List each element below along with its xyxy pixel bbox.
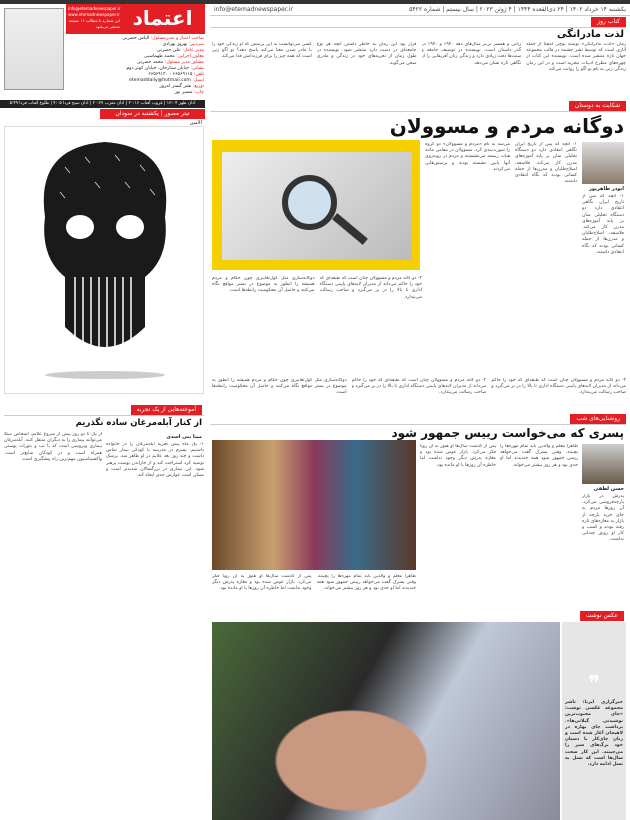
date: یکشنبه ۱۴ خرداد ۱۴۰۲ | ۲۴ ذی‌القعده ۱۴۴۴ | ۴ ژوئن ۲۰۲۳ | سال بیستم | شماره ۵۴۲۲ <box>409 6 626 13</box>
cartoon-image <box>4 126 204 394</box>
book-text <box>212 42 626 98</box>
divider <box>4 415 204 416</box>
divider <box>210 27 626 28</box>
masthead-links <box>66 4 122 34</box>
photo-caption: خبرگزاری ایرنا: ناشر مجموعه عکسی نوشت: «چای محبوب‌ترین نوشیدنی گیلانی‌ها». برداشت چای بهاره در لاهیجان آغاز شده است و زنان چای‌کار با دستان خود برگ‌های سبز را می‌چینند. این کار سخت سال‌ها است که نسل به نسل ادامه دارد. <box>565 700 623 768</box>
boy-text-lower <box>212 574 416 606</box>
text-column: ۲- دو گانه مردم و مسوولان چنان است که طبقه‌ای که خود را حاکم می‌داند از مدیران لایه‌های پایینی دستگاه اداری تا بالا را در بر می‌گیرد و صاحب رسالت می‌پندارد. <box>319 276 422 300</box>
complaint-text-bottom <box>212 378 626 410</box>
section-tag-cartoon: تیتر مصور | یکشنبه در سودان <box>100 109 205 119</box>
email-link[interactable]: info@etemadnewspaper.ir <box>68 6 121 11</box>
boy-title: پسری که می‌خواست رییس جمهور شود <box>391 426 624 440</box>
staff-name: بهروز بهزادی <box>162 42 188 47</box>
text-column: از یک تا دو روز پیش از شروع علایم، اشخاص مبتلا می‌توانند بیماری را به دیگران منتقل کنند. آبله‌مرغان بیماری ویروسی است که با تب و بثورات پوستی همراه است و در کودکان شایع‌تر است. واکسیناسیون مهم‌ترین راه پیشگیری است. <box>4 432 102 462</box>
author-photo <box>582 444 624 484</box>
staff-role: ایمیل: <box>192 78 204 83</box>
staff-role: مشاور مدیر مسئول: <box>164 60 204 65</box>
divider <box>210 111 626 112</box>
section-tag-photo: عکس نوشت <box>580 611 624 621</box>
text-column: زنانی و همسر بی‌بر سال‌های دهه ۱۹۴۰ و ۱۹۷۰ در گذر داستان است. نویسنده در توصیف جامعه و سنت‌ها دقت زیادی دارد و زندگی زنان آفریقایی را از نگاهی تازه نشان می‌دهد. <box>421 42 522 66</box>
complaint-author: ابوذر طاهرپور <box>589 186 624 192</box>
tea-picker-hand-photo <box>212 622 560 820</box>
staff-role: صاحب امتیاز و مدیرمسئول: <box>150 36 204 41</box>
masthead <box>0 4 205 100</box>
text-column: رمان «لذت مادرانگی» نوشته بوچی امچتا از جمله آثاری است که توسط نشر چشمه در قالب مجموعه جهان تازه منتشر شده است. نویسنده این کتاب از چهره‌های مطرح ادبیات نیجریه است و در این رمان زندگی زنی به نام نو اگو را روایت می‌کند. <box>526 42 626 72</box>
text-column: ۱- آنچه که پس از تاریخ ایران نگاهی انتقادی دارد دو دستگاه تحلیلی شان بر پایه آموزه‌های مدرن کار می‌کند. فلاسفه، اصلاح‌طلبان و مدرن‌ها از جمله کسانی بودند که نگاه انتقادی داشتند. <box>515 142 577 185</box>
text-column: ۱- آنچه که پس از تاریخ ایران نگاهی انتقادی دارد دو دستگاه تحلیلی شان بر پایه آموزه‌های مدرن کار می‌کند. فلاسفه، اصلاح‌طلبان و مدرن‌ها از جمله کسانی بودند که نگاه انتقادی داشتند. <box>582 194 624 255</box>
tagline: این شماره با مطالب ۱۶ صفحه منتشر می‌شود <box>68 18 120 29</box>
staff-name: مسیر نور <box>174 90 193 95</box>
staff-role: چاپ: <box>193 90 204 95</box>
chicken-author: مینا بنی اسدی <box>166 434 202 440</box>
magnifier-photo <box>212 140 420 270</box>
quote-icon: ❞ <box>588 672 600 697</box>
logo: اعتماد <box>120 4 205 34</box>
staff-name: خیابان ستارخان، خیابان کوثر دوم <box>126 66 190 71</box>
section-tag-book: کتاب روز <box>591 17 626 27</box>
text-column: پس از گذشت سال‌ها او هنوز به آن رویا فکر می‌کرد. بازار عوض شده بود و مغازه پدرش دیگر وجود نداشت اما خاطره آن روزها با او مانده بود. <box>212 574 312 592</box>
skull-cartoon-icon <box>5 127 205 395</box>
staff-name: نشر گستر امروز <box>159 84 192 89</box>
staff-name: محمد طهماسبی <box>143 54 175 59</box>
text-column: ۲- دو گانه مردم و مسوولان چنان است که طبقه‌ای که خود را حاکم می‌داند از مدیران لایه‌های پایینی دستگاه اداری تا بالا را در بر می‌گیرد و صاحب رسالت می‌پندارد. <box>351 378 487 396</box>
text-column: ظاهرا معلم و والدین باید تمام مهره‌ها را بچینند. وقتی پسرک گفت می‌خواهد رییس جمهور شود همه خندیدند اما او جدی بود و هر روز بیشتر می‌خواند. <box>316 574 416 592</box>
staff-role: تلفن: <box>193 72 204 77</box>
cartoonist: الامین <box>189 120 202 126</box>
staff-role: مدیر عامل: <box>182 48 204 53</box>
staff-name: ۶۶۵۶۹۱۱۵ - ۶۶۵۶۹۱۲۰ <box>148 72 193 77</box>
section-tag-experience: آموخته‌هایی از یک تجربه <box>131 405 202 415</box>
staff-entry <box>66 90 204 96</box>
bazaar-photo <box>212 440 416 570</box>
complaint-title: دوگانه مردم و مسوولان <box>389 114 624 138</box>
text-column: می‌شد به نام «مردم و مسوولان» دو گروه را صورت‌بندی کرد. مسوولان در مقامی مانند هیات رییسه می‌نشستند و مردم در روبه‌روی آنها پایین نشسته بودند و پرسش‌هایی می‌کردند. <box>425 142 510 172</box>
book-title: لذت مادرانگی <box>556 29 624 40</box>
staff-name: etemaddaily@hotmail.com <box>129 78 191 83</box>
text-column: ۱- یک ماه پیش تجربه آبله‌مرغان را در خانواده داشتیم. پسرم در مدرسه با کودکی بیمار تماس داشت و چند روز بعد علایم در او ظاهر شد. پزشک توصیه کرد استراحت کند و از خاراندن پوست پرهیز شود. این بیماری در بزرگسالان شدیدتر است و ممکن است عوارض جدی ایجاد کند. <box>106 442 204 479</box>
text-column: پس از گذشت سال‌ها او هنوز به آن رویا فکر می‌کرد. بازار عوض شده بود و مغازه پدرش دیگر وجود نداشت اما خاطره آن روزها با او مانده بود. <box>420 444 496 468</box>
staff-name: محمد حضرتی <box>136 60 164 65</box>
section-tag-night: روشنایی‌های شب <box>570 414 626 424</box>
text-column: دوگانه‌سازی مثل گول‌تغابیری چون حکام و مردم همیشه را انطور به موضوع در بستر مواقع نگاه می‌کنند و حاصل آن محکومیت رابطه‌ها است. <box>211 378 347 396</box>
staff-name: علی حضرتی <box>156 48 181 53</box>
text-column: ۲- دو گانه مردم و مسوولان چنان است که طبقه‌ای که خود را حاکم می‌داند از مدیران لایه‌های پایینی دستگاه اداری تا بالا را در بر می‌گیرد و صاحب رسالت می‌پندارد. <box>491 378 626 396</box>
staff-name: الیاس حضرتی <box>122 36 150 41</box>
front-page-thumbnail <box>4 8 64 90</box>
boy-author: حسن لطفی <box>593 486 624 492</box>
divider <box>210 424 626 425</box>
chicken-title: از کنار آبله‌مرغان ساده نگذریم <box>75 418 202 428</box>
text-column: کسی می‌توانست به این پرسش که او زندگی خود را با مادر شدن معنا می‌کند پاسخ دهد؟ نو اگو زنی است که همه چیز را برای فرزندانش فدا می‌کند. <box>212 42 312 60</box>
text-column: قرار بود این رمان به خاطر داشتن آنچه هر نوع جامعه‌ای در دست دارد منتشر شود. نویسنده در طول زمان از تجربه‌های خود در زندگی و مادری سخن می‌گوید. <box>316 42 417 66</box>
staff-list <box>66 36 204 96</box>
text-column: دوگانه‌سازی مثل گول‌تغابیری چون حکام و مردم همیشه را انطور به موضوع در بستر مواقع نگاه می‌کنند و حاصل آن محکومیت رابطه‌ها است. <box>212 276 315 294</box>
section-tag-complaint: شکایت به دوستان <box>569 101 626 111</box>
photo-caption-box <box>562 622 626 820</box>
email[interactable]: info@etemadnewspaper.ir <box>214 6 293 13</box>
staff-role: سردبیر: <box>188 42 204 47</box>
staff-role: توزیع: <box>192 84 204 89</box>
website-link[interactable]: www.etemadnewspaper.ir <box>68 12 120 17</box>
prayer-times: اذان ظهر ۱۳:۰۴ | غروب آفتاب ۲۰:۱۶ | اذان مغرب ۲۰:۳۷ | اذان صبح فردا ۴:۰۵ | طلوع آفتاب فردا ۵:۴۹ <box>0 100 205 108</box>
text-column: ظاهرا معلم و والدین باید تمام مهره‌ها را بچینند. وقتی پسرک گفت می‌خواهد رییس جمهور شود همه خندیدند اما او جدی بود و هر روز بیشتر می‌خواند. <box>500 444 578 468</box>
text-column: پدرش در بازار پارچه‌فروشی می‌کرد. آن روزها مردم به جای خرید پارچه از بازار به مغازه‌های تازه رفته بودند و کسب و کار او رونق چندانی نداشت. <box>582 494 624 543</box>
staff-role: نشانی: <box>190 66 204 71</box>
complaint-text-lower <box>212 276 422 374</box>
author-photo <box>582 142 624 184</box>
staff-role: معاون اجرایی: <box>176 54 204 59</box>
date-line <box>210 4 630 16</box>
